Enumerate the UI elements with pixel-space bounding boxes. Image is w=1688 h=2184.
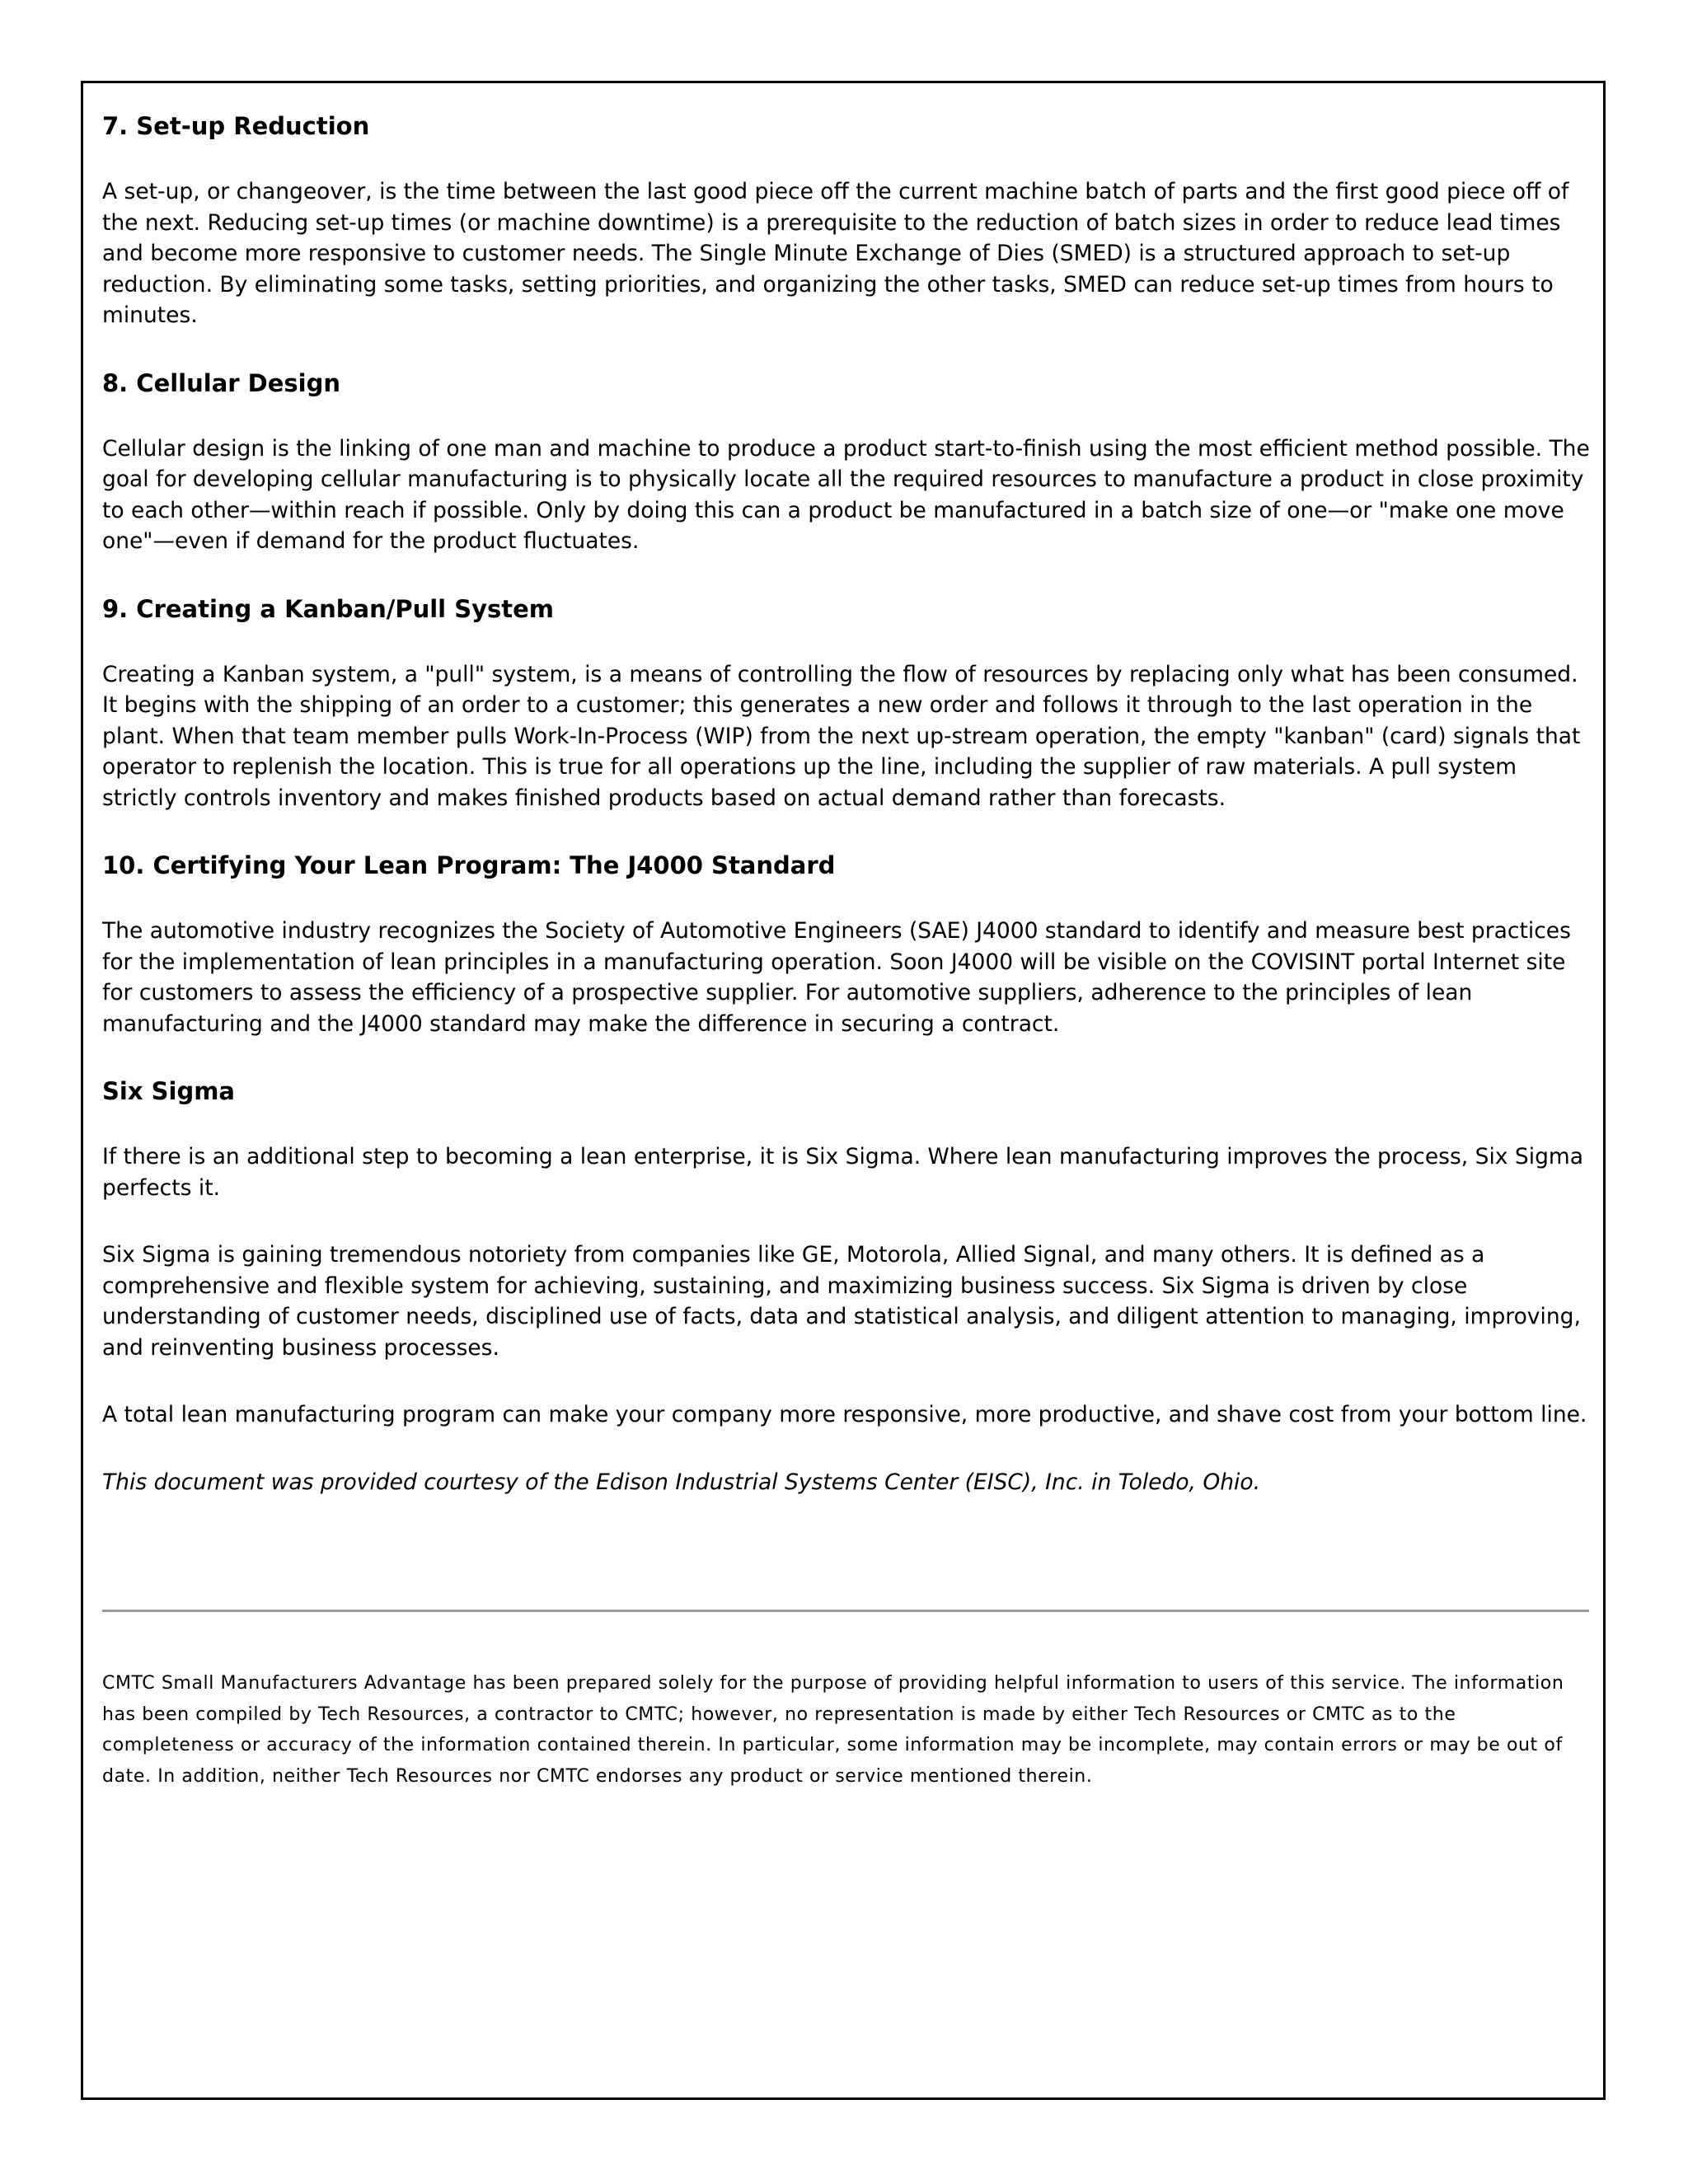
section-heading-j4000: 10. Certifying Your Lean Program: The J4000 Standard [102,851,836,879]
disclaimer-text: CMTC Small Manufacturers Advantage has been prepared solely for the purpose of providing helpful information to users of this service. The information has been compiled by Tech Resources, a contractor to CMTC; however, no representation is made by either Tech Resources or CMTC as to the completeness or accuracy of the information contained therein. In particular, some information may be incomplete, may contain errors or may be out of date. In addition, neither Tech Resources nor CMTC endorses any product or service mentioned therein. [102,1673,1564,1787]
section-heading-kanban: 9. Creating a Kanban/Pull System [102,594,555,623]
section-paragraph-j4000: The automotive industry recognizes the Society of Automotive Engineers (SAE) J4000 standard to identify and measure best practices for the implementation of lean principles in a manufacturing operation. Soon J4000 will be visible on the COVISINT portal Internet site for customers to assess the efficiency of a prospective supplier. For automotive suppliers, adherence to the principles of lean manufacturing and the J4000 standard may make the difference in securing a contract. [102,918,1571,1037]
section-paragraph-six-sigma-summary: A total lean manufacturing program can make your company more responsive, more productive, and shave cost from your bottom line. [102,1402,1587,1427]
section-heading-six-sigma: Six Sigma [102,1077,236,1105]
section-paragraph-six-sigma-intro: If there is an additional step to becoming a lean enterprise, it is Six Sigma. Where lean manufacturing improves the process, Six Sigma perfects it. [102,1144,1583,1201]
section-paragraph-six-sigma-definition: Six Sigma is gaining tremendous notoriety from companies like GE, Motorola, Allied Signal, and many others. It is defined as a comprehensive and flexible system for achieving, sustaining, and maximizing business success. Six Sigma is driven by close understanding of customer needs, disciplined use of facts, data and statistical analysis, and diligent attention to managing, improving, and reinventing business processes. [102,1242,1581,1361]
section-heading-setup-reduction: 7. Set-up Reduction [102,112,370,140]
section-paragraph-setup-reduction: A set-up, or changeover, is the time between the last good piece off the current machine batch of parts and the first good piece off of the next. Reducing set-up times (or machine downtime) is a prerequisite to the reduction of batch sizes in order to reduce lead times and become more responsive to customer needs. The Single Minute Exchange of Dies (SMED) is a structured approach to set-up reduction. By eliminating some tasks, setting priorities, and organizing the other tasks, SMED can reduce set-up times from hours to minutes. [102,179,1569,328]
section-heading-cellular-design: 8. Cellular Design [102,368,341,397]
section-paragraph-cellular-design: Cellular design is the linking of one man and machine to produce a product start-to-finish using the most efficient method possible. The goal for developing cellular manufacturing is to physically locate all the required resources to manufacture a product in close proximity to each other—within reach if possible. Only by doing this can a product be manufactured in a batch size of one—or "make one move one"—even if demand for the product fluctuates. [102,435,1590,554]
footer-divider [102,1610,1589,1612]
courtesy-note: This document was provided courtesy of the Edison Industrial Systems Center (EISC), Inc. in Toledo, Ohio. [102,1469,1261,1495]
section-paragraph-kanban: Creating a Kanban system, a "pull" system, is a means of controlling the flow of resources by replacing only what has been consumed. It begins with the shipping of an order to a customer; this generates a new order and follows it through to the last operation in the plant. When that team member pulls Work-In-Process (WIP) from the next up-stream operation, the empty "kanban" (card) signals that operator to replenish the location. This is true for all operations up the line, including the supplier of raw materials. A pull system strictly controls inventory and makes finished products based on actual demand rather than forecasts. [102,661,1581,811]
document-body [102,110,1592,1497]
